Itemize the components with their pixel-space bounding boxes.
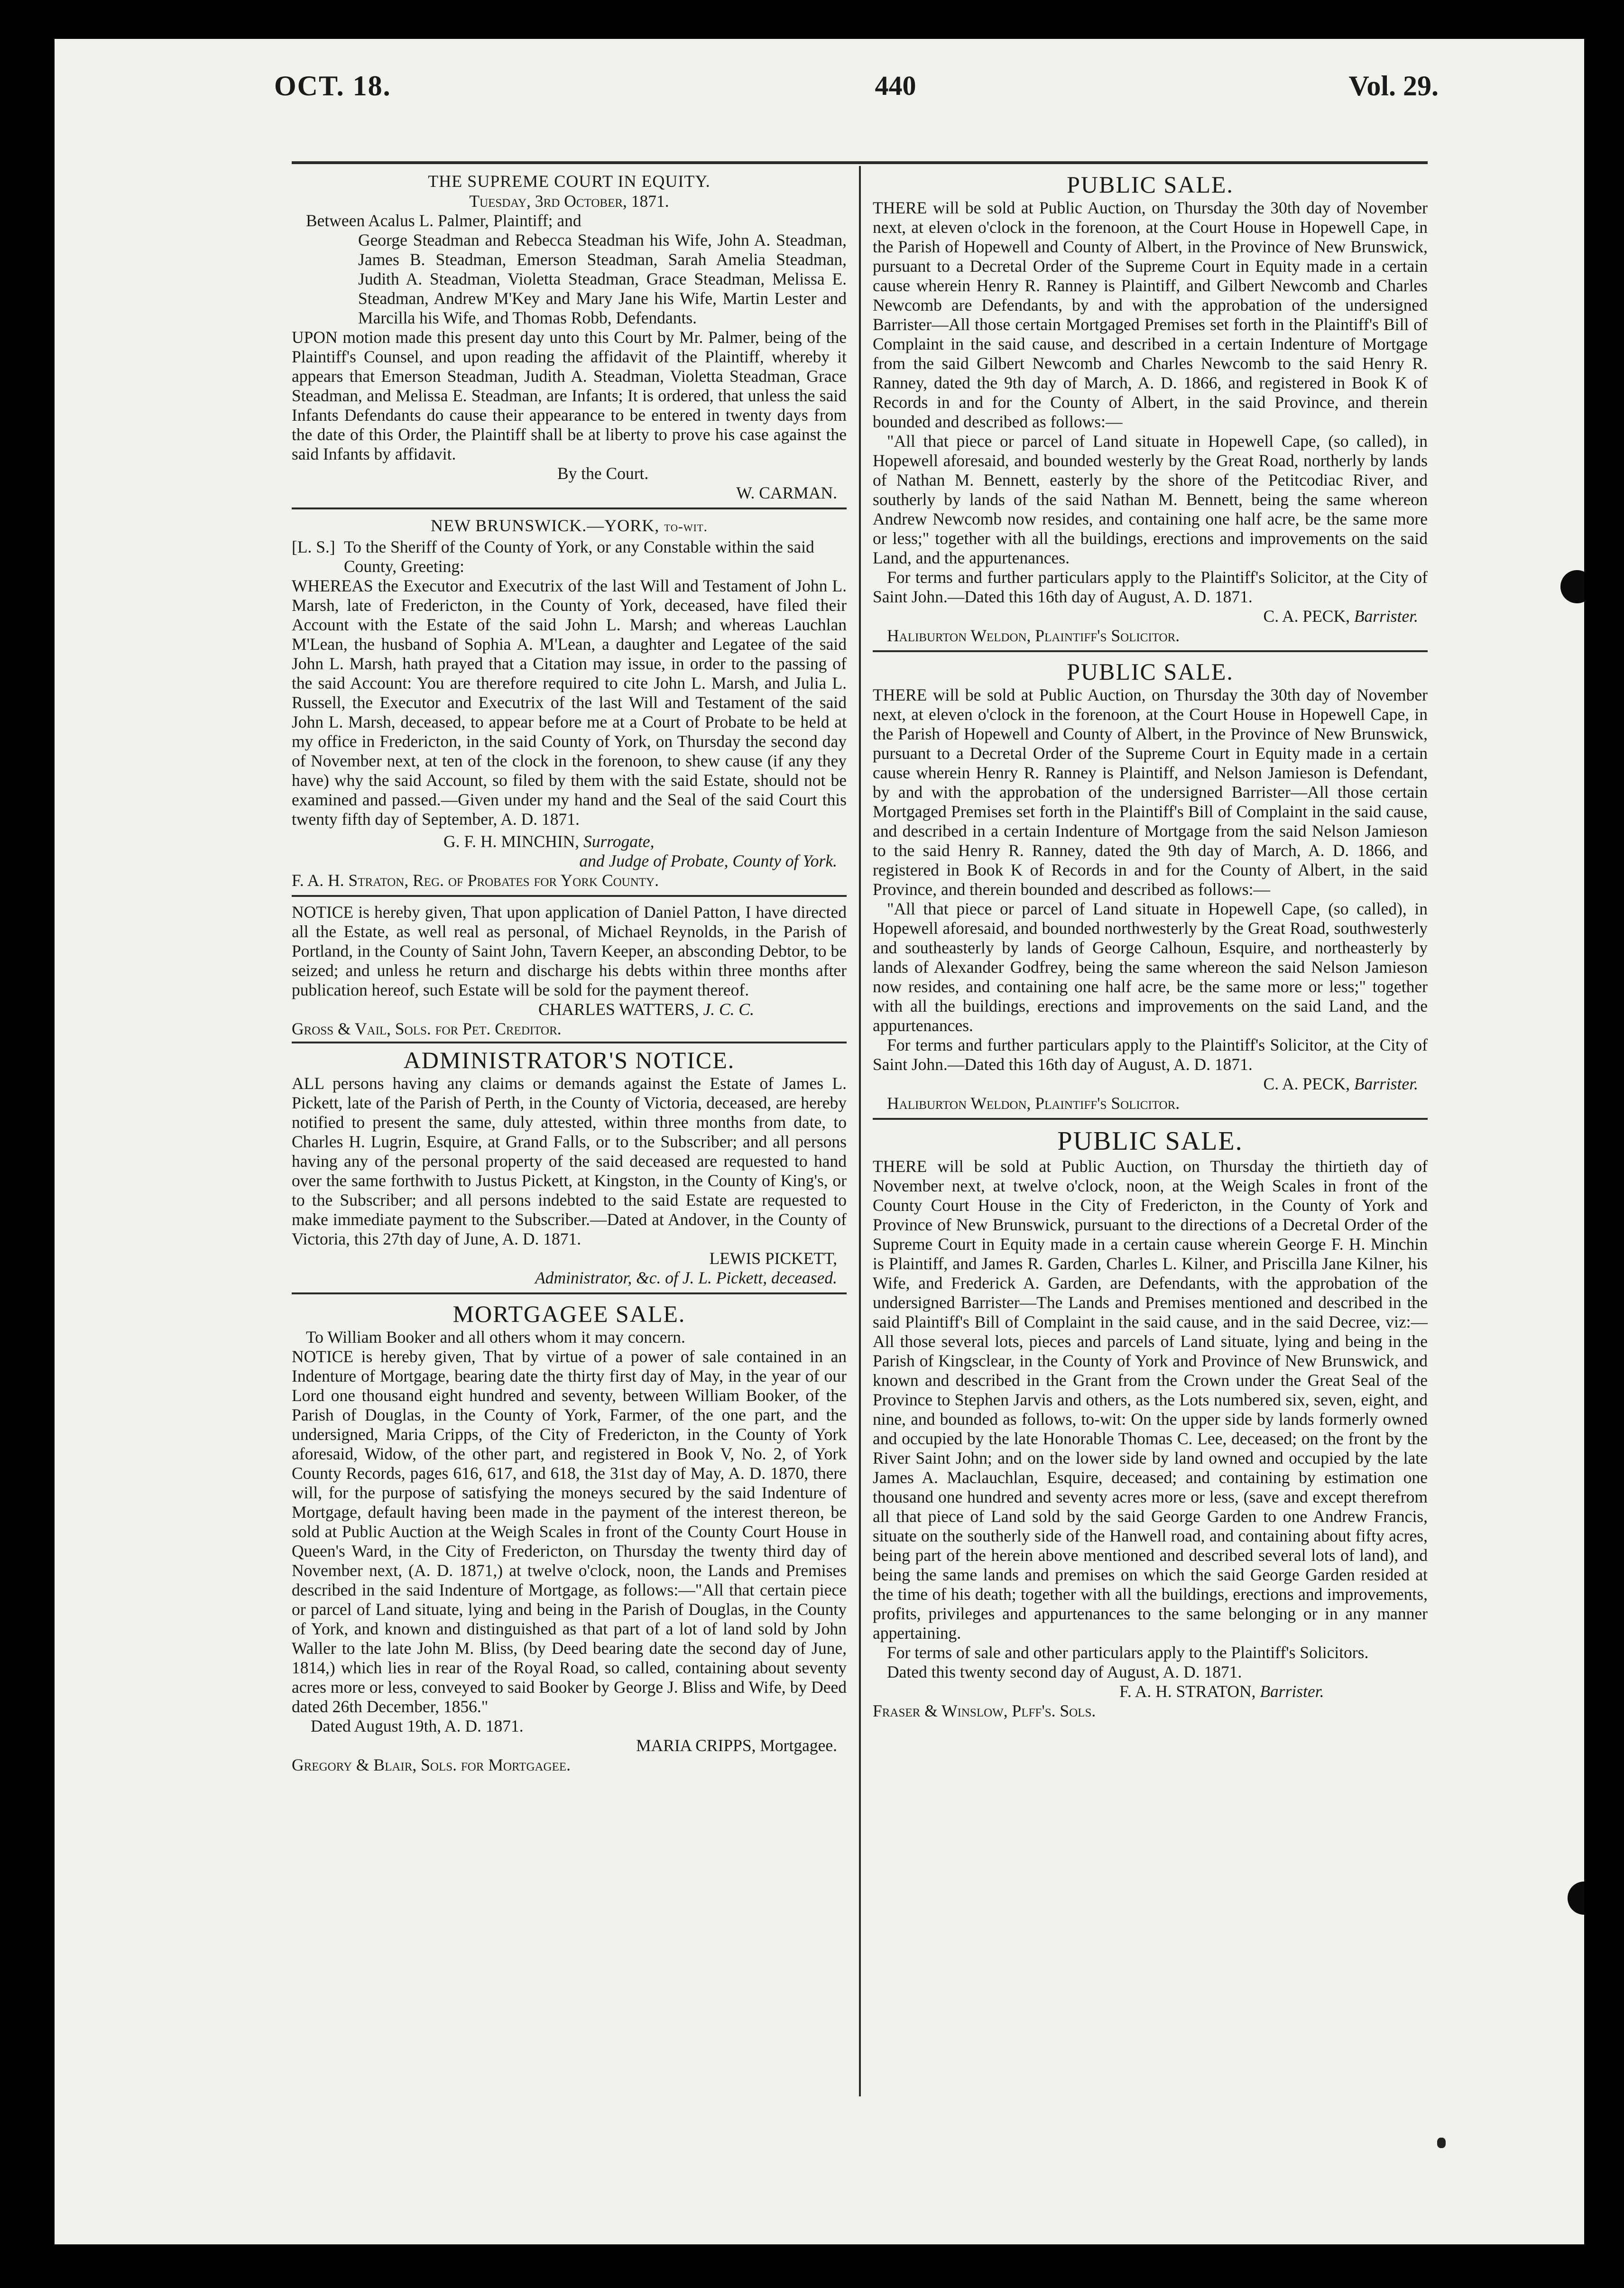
mortgagee-sale-solicitors: Gregory & Blair, Sols. for Mortgagee.	[292, 1755, 571, 1774]
probate-notice-role-2: and Judge of Probate, County of York.	[579, 851, 837, 870]
absconding-notice-role: J. C. C.	[703, 1000, 754, 1019]
equity-notice-body: UPON motion made this present day unto this Court by Mr. Palmer, being of the Plaintiff's Counsel, and upon reading the affidavit of the Plaintiff, whereby it appears that Emerson Steadman, Judith A. Steadman, Violetta Steadman, Grace Steadman, and Melissa E. Steadman, are Infants; It is ordered, that unless the said Infants Defendants do cause their appearance to be entered in twenty days from the date of this Order, the Plaintiff shall be at liberty to prove his case against the said Infants by affidavit.	[292, 328, 847, 463]
public-sale-2-signature: C. A. PECK,	[1263, 1074, 1350, 1093]
public-sale-1-solicitor: Haliburton Weldon, Plaintiff's Solicitor.	[887, 626, 1180, 645]
absconding-notice-body: NOTICE is hereby given, That upon application of Daniel Patton, I have directed all the Estate, as well real as personal, of Michael Reynolds, in the Parish of Portland, in the County of Saint John, Tavern Keeper, an absconding Debtor, to be seized; and unless he return and discharge his debts within three months after publication hereof, such Estate will be sold for the payment thereof.	[292, 903, 847, 999]
equity-notice	[292, 171, 847, 503]
public-sale-1-signature: C. A. PECK,	[1263, 607, 1350, 626]
mortgagee-sale-title: MORTGAGEE SALE.	[452, 1301, 686, 1327]
public-sale-1	[873, 171, 1428, 646]
administrator-notice-body: ALL persons having any claims or demands against the Estate of James L. Pickett, late of the Parish of Perth, in the County of Victoria, deceased, are hereby notified to present the same, duly attested, within three months from date, to Charles H. Lugrin, Esquire, at Grand Falls, or to the Subscriber; and all persons having any of the personal property of the said deceased are requested to hand over the same forthwith to Justus Pickett, at Kingston, in the County of King's, or to the Subscriber; and all persons indebted to the said Estate are requested to make immediate payment to the Subscriber.—Dated at Andover, in the County of Victoria, this 27th day of June, A. D. 1871.	[292, 1074, 847, 1248]
public-sale-2-solicitor: Haliburton Weldon, Plaintiff's Solicitor.	[887, 1094, 1180, 1113]
public-sale-2-signature-line	[873, 1074, 1428, 1094]
administrator-notice-role: Administrator, &c. of J. L. Pickett, deceased.	[535, 1268, 837, 1287]
public-sale-3-body: THERE will be sold at Public Auction, on Thursday the thirtieth day of November next, at twelve o'clock, noon, at the Weigh Scales in front of the County Court House in the City of Fredericton, in the County of York and Province of New Brunswick, pursuant to the directions of a Decretal Order of the Supreme Court in Equity made in a certain cause wherein George F. H. Minchin is Plaintiff, and James R. Garden, Charles L. Kilner, and Priscilla Jane Kilner, his Wife, and Frederick A. Garden, are Defendants, with the approbation of the undersigned Barrister—The Lands and Premises mentioned and described in the said Plaintiff's Bill of Complaint in the said cause, and in the said Decree, viz:—All those several lots, pieces and parcels of Land situate, lying and being in the Parish of Kingsclear, in the County of York and Province of New Brunswick, and known and described in the Grant from the Crown under the Great Seal of the Province to Stephen Jarvis and others, as the Lots numbered six, seven, eight, and nine, and bounded as follows, to-wit: On the upper side by lands formerly owned and occupied by the late Honorable Thomas C. Lee, deceased; on the front by the River Saint John; and on the lower side by land owned and occupied by the late James A. Maclauchlan, Esquire, deceased; and containing by estimation one thousand one hundred and seventy acres more or less, (save and except therefrom all that piece of Land sold by the said George Garden to one Andrew Francis, situate on the southerly side of the Hanwell road, and containing about fifty acres, being part of the herein above mentioned and described several lots of land), and being the same lands and premises on which the said George Garden resided at the time of his death; together with all the buildings, erections and improvements, profits, privileges and appurtenances to the same belonging or in any manner appertaining.	[873, 1157, 1428, 1642]
page-number: 440	[875, 70, 916, 101]
administrator-notice-signature: LEWIS PICKETT,	[709, 1249, 837, 1268]
probate-notice-body: WHEREAS the Executor and Executrix of the last Will and Testament of John L. Marsh, late of Fredericton, in the County of York, deceased, have filed their Account with the Estate of the said John L. Marsh; and whereas Lauchlan M'Lean, the husband of Sophia A. M'Lean, a daughter and Legatee of the said John L. Marsh, hath prayed that a Citation may issue, in order to the passing of the said Account: You are therefore required to cite John L. Marsh, and Julia L. Russell, the Executor and Executrix of the last Will and Testament of the said John L. Marsh, deceased, to appear before me at a Court of Probate to be held at my office in Fredericton, in the said County of York, on Thursday the second day of November next, at ten of the clock in the forenoon, to shew cause (if any they have) why the said Account, so filed by them with the said Estate, should not be examined and passed.—Given under my hand and the Seal of the said Court this twenty fifth day of September, A. D. 1871.	[292, 576, 847, 829]
equity-notice-title: THE SUPREME COURT IN EQUITY.	[428, 172, 710, 191]
separator	[873, 1118, 1428, 1120]
public-sale-2-body: THERE will be sold at Public Auction, on Thursday the 30th day of November next, at eleven o'clock in the forenoon, at the Court House in Hopewell Cape, in the Parish of Hopewell and County of Albert, in the Province of New Brunswick, pursuant to a Decretal Order of the Supreme Court in Equity made in a certain cause wherein Henry R. Ranney is Plaintiff, and Nelson Jamieson is Defendant, by and with the approbation of the undersigned Barrister—All those certain Mortgaged Premises set forth in the Plaintiff's Bill of Complaint in the said cause, and described in a certain Indenture of Mortgage from the said Nelson Jamieson to the said Henry R. Ranney, dated the 9th day of March, A. D. 1866, and registered in Book K of Records in and for the County of Albert, in the said Province, and therein bounded and described as follows:—	[873, 685, 1428, 899]
issue-date: OCT. 18.	[274, 70, 391, 101]
public-sale-3-solicitors: Fraser & Winslow, Plff's. Sols.	[873, 1701, 1096, 1720]
probate-notice	[292, 515, 847, 890]
public-sale-2-role: Barrister.	[1354, 1074, 1418, 1093]
absconding-notice-signature-line	[292, 1000, 847, 1019]
public-sale-1-title: PUBLIC SALE.	[1067, 171, 1234, 198]
public-sale-2-terms: For terms and further particulars apply to the Plaintiff's Solicitor, at the City of Saint John.—Dated this 16th day of August, A. D. 1871.	[873, 1035, 1428, 1074]
left-column	[292, 171, 847, 1778]
ink-speck	[1437, 2138, 1446, 2148]
public-sale-1-quote: "All that piece or parcel of Land situate in Hopewell Cape, (so called), in Hopewell aforesaid, and bounded westerly by the Great Road, northerly by lands of Nathan M. Bennett, easterly by the shore of the Petitcodiac River, and southerly by lands of the said Nathan M. Bennett, being the same whereon Andrew Newcomb now resides, and containing one half acre, be the same more or less;" together with all the buildings, erections and improvements on the said Land, and the appurtenances.	[873, 432, 1428, 567]
separator	[292, 895, 847, 897]
separator	[292, 1292, 847, 1294]
probate-notice-role-1: Surrogate,	[583, 832, 655, 851]
probate-notice-signature: G. F. H. MINCHIN,	[443, 832, 580, 851]
mortgagee-sale-address: To William Booker and all others whom it may concern.	[306, 1328, 685, 1347]
separator	[292, 507, 847, 509]
right-column	[873, 171, 1428, 1724]
probate-notice-title-suffix: to-wit.	[664, 519, 708, 535]
absconding-notice-signature: CHARLES WATTERS,	[538, 1000, 699, 1019]
header-rule	[292, 161, 1428, 164]
probate-notice-signature-line	[292, 832, 847, 851]
public-sale-3-dated: Dated this twenty second day of August, A. D. 1871.	[887, 1662, 1242, 1681]
volume-number: Vol. 29.	[1348, 70, 1439, 101]
punch-hole-mark	[1560, 570, 1584, 603]
administrator-notice	[292, 1046, 847, 1288]
probate-registrar: F. A. H. Straton, Reg. of Probates for York County.	[292, 871, 659, 890]
absconding-debtor-notice	[292, 903, 847, 1039]
equity-notice-parties-1: Between Acalus L. Palmer, Plaintiff; and	[306, 211, 581, 230]
public-sale-3-signature-line	[873, 1682, 1428, 1701]
probate-seal: [L. S.]	[292, 537, 335, 556]
newspaper-page	[55, 39, 1584, 2244]
public-sale-2-title: PUBLIC SALE.	[1067, 658, 1234, 685]
public-sale-2	[873, 658, 1428, 1113]
mortgagee-sale-dated: Dated August 19th, A. D. 1871.	[311, 1716, 524, 1735]
probate-notice-address: To the Sheriff of the County of York, or any Constable within the said County, Greeting:	[344, 537, 814, 576]
public-sale-1-terms: For terms and further particulars apply to the Plaintiff's Solicitor, at the City of Saint John.—Dated this 16th day of August, A. D. 1871.	[873, 568, 1428, 606]
public-sale-1-role: Barrister.	[1354, 607, 1418, 626]
equity-notice-signature: W. CARMAN.	[736, 483, 837, 502]
public-sale-1-body: THERE will be sold at Public Auction, on Thursday the 30th day of November next, at eleven o'clock in the forenoon, at the Court House in Hopewell Cape, in the Parish of Hopewell and County of Albert, in the Province of New Brunswick, pursuant to a Decretal Order of the Supreme Court in Equity made in a certain cause wherein Henry R. Ranney is Plaintiff, and Gilbert Newcomb and Charles Newcomb are Defendants, by and with the approbation of the undersigned Barrister—All those certain Mortgaged Premises set forth in the Plaintiff's Bill of Complaint in the said cause, and described in a certain Indenture of Mortgage from the said Gilbert Newcomb and Charles Newcomb to the said Henry R. Ranney, dated the 9th day of March, A. D. 1866, and registered in Book K of Records in and for the County of Albert, in the said Province, and therein bounded and described as follows:—	[873, 198, 1428, 431]
probate-notice-title-main: NEW BRUNSWICK.—YORK,	[430, 516, 660, 535]
mortgagee-sale-body: NOTICE is hereby given, That by virtue of a power of sale contained in an Indenture of Mortgage, bearing date the thirty first day of May, in the year of our Lord one thousand eight hundred and seventy, between William Booker, of the Parish of Douglas, in the County of York, Farmer, of the one part, and the undersigned, Maria Cripps, of the City of Fredericton, in the County of York aforesaid, Widow, of the other part, and registered in Book V, No. 2, of York County Records, pages 616, 617, and 618, the 31st day of May, A. D. 1870, there will, for the purpose of satisfying the moneys secured by the said Indenture of Mortgage, default having been made in the payment of the interest thereon, be sold at Public Auction at the Weigh Scales in front of the County Court House in Queen's Ward, in the City of Fredericton, on Thursday the twenty third day of November next, (A. D. 1871,) at twelve o'clock, noon, the Lands and Premises described in the said Indenture of Mortgage, as follows:—"All that certain piece or parcel of Land situate, lying and being in the Parish of Douglas, in the County of York, and known and distinguished as that part of a lot of land sold by John Waller to the late John M. Bliss, (by Deed bearing date the second day of June, 1814,) which lies in rear of the Royal Road, so called, containing about seventy acres more or less, conveyed to said Booker by George J. Bliss and Wife, by Deed dated 26th December, 1856."	[292, 1347, 847, 1716]
equity-notice-by-court: By the Court.	[557, 464, 649, 483]
public-sale-3-signature: F. A. H. STRATON,	[1119, 1682, 1256, 1701]
probate-notice-address-row	[292, 537, 847, 576]
public-sale-1-signature-line	[873, 607, 1428, 626]
equity-notice-dateline: Tuesday, 3rd October, 1871.	[469, 192, 669, 211]
mortgagee-sale-signature: MARIA CRIPPS, Mortgagee.	[636, 1736, 837, 1755]
equity-notice-parties-2: George Steadman and Rebecca Steadman his Wife, John A. Steadman, James B. Steadman, Emerson Steadman, Sarah Amelia Steadman, Judith A. Steadman, Violetta Steadman, Grace Steadman, Melissa E. Steadman, Andrew M'Key and Mary Jane his Wife, Martin Lester and Marcilla his Wife, and Thomas Robb, Defendants.	[358, 231, 847, 327]
column-divider	[859, 166, 861, 2096]
public-sale-3-role: Barrister.	[1260, 1682, 1324, 1701]
mortgagee-sale-notice	[292, 1300, 847, 1775]
public-sale-3	[873, 1126, 1428, 1721]
public-sale-3-terms: For terms of sale and other particulars apply to the Plaintiff's Solicitors.	[887, 1643, 1369, 1662]
punch-hole-mark	[1568, 1882, 1584, 1915]
page-header	[274, 70, 1439, 141]
probate-notice-title	[292, 515, 847, 537]
absconding-notice-solicitors: Gross & Vail, Sols. for Pet. Creditor.	[292, 1019, 562, 1038]
separator	[873, 650, 1428, 652]
separator	[292, 1042, 847, 1043]
public-sale-3-title: PUBLIC SALE.	[1057, 1126, 1243, 1156]
administrator-notice-title: ADMINISTRATOR'S NOTICE.	[403, 1047, 735, 1073]
public-sale-2-quote: "All that piece or parcel of Land situate in Hopewell Cape, (so called), in Hopewell aforesaid, and bounded northwesterly by the Great Road, southwesterly and southeasterly by lands of George Calhoun, Esquire, and northeasterly by lands of Alexander Godfrey, being the same whereon the said Nelson Jamieson now resides, and containing one half acre, be the same more or less;" together with all the buildings, erections and improvements on the said Land, and the appurtenances.	[873, 899, 1428, 1035]
